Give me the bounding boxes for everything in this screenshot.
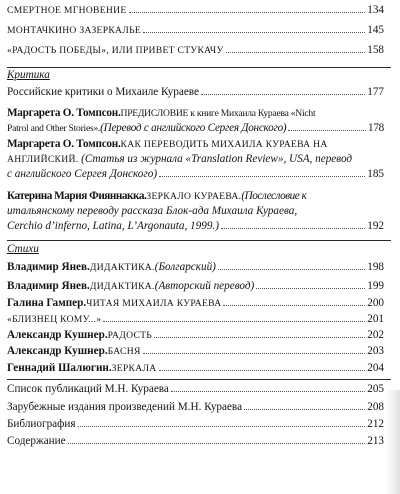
page-number: 134: [367, 4, 384, 16]
dot-leader: [159, 175, 365, 177]
dot-leader: [143, 31, 365, 33]
entry-author: Владимир Янев.: [7, 261, 90, 273]
toc-entry-continuation: [7, 122, 384, 135]
entry-note: (Болгарский): [154, 261, 216, 273]
dot-leader: [159, 369, 366, 371]
dot-leader: [103, 320, 365, 322]
entry-note: итальянскому переводу рассказа Блок-ада Михаила Кураева,: [7, 205, 298, 217]
dot-leader: [223, 304, 365, 306]
entry-author: Владимир Янев.: [7, 280, 90, 292]
toc-entry: [7, 44, 384, 57]
entry-title: ЗЕРКАЛО КУРАЕВА.: [146, 191, 242, 202]
page-number: 205: [367, 383, 384, 395]
entry-author: Катерина Мария Фияннакка.: [7, 190, 147, 202]
toc-entry: [7, 345, 384, 358]
toc-entry: [7, 138, 384, 151]
entry-author: Александр Кушнер.: [7, 329, 108, 341]
toc-entry: [7, 24, 384, 37]
entry-title: Содержание: [7, 435, 66, 447]
page-number: 198: [367, 261, 384, 273]
entry-author: Маргарета О. Томпсон.: [7, 107, 121, 119]
toc-entry: [7, 190, 384, 203]
dot-leader: [201, 93, 365, 95]
toc-entry: [7, 383, 384, 396]
toc-entry-continuation: [7, 205, 384, 218]
entry-title: Зарубежные издания произведений М.Н. Кураева: [7, 401, 243, 413]
entry-title: БАСНЯ: [107, 346, 141, 357]
toc-page: [7, 0, 391, 494]
entry-title: КАК ПЕРЕВОДИТЬ МИХАИЛА КУРАЕВА НА: [120, 139, 328, 150]
entry-title-cont: Patrol and Other Stories».: [7, 123, 101, 134]
dot-leader: [129, 11, 366, 13]
entry-title: Российские критики о Михаиле Кураеве: [7, 86, 199, 98]
entry-title: МОНТАЧКИНО ЗАЗЕРКАЛЬЕ: [7, 25, 142, 36]
dot-leader: [143, 352, 366, 354]
entry-title: «РАДОСТЬ ПОБЕДЫ», ИЛИ ПРИВЕТ СТУКАЧУ: [7, 45, 224, 56]
toc-entry: [7, 401, 384, 414]
entry-note: (Послесловие к: [241, 190, 307, 202]
entry-title: ДИДАКТИКА.: [89, 281, 155, 292]
entry-title: СМЕРТНОЕ МГНОВЕНИЕ: [7, 5, 127, 16]
toc-entry: [7, 280, 384, 293]
section-divider: [7, 240, 391, 241]
toc-entry: [7, 418, 384, 431]
dot-leader: [256, 287, 365, 289]
toc-entry: [7, 435, 384, 448]
entry-note: Cerchio d’inferno, Latina, L’Argonauta, 1999.): [7, 220, 219, 232]
page-number: 202: [367, 329, 384, 341]
toc-entry: [7, 261, 384, 274]
dot-leader: [244, 408, 365, 410]
dot-leader: [171, 390, 365, 392]
toc-entry-continuation: [7, 153, 384, 166]
page-number: 178: [367, 122, 384, 134]
dot-leader: [218, 268, 365, 270]
entry-title: ЧИТАЯ МИХАИЛА КУРАЕВА: [86, 298, 222, 309]
toc-entry-continuation: [7, 168, 384, 181]
page-number: 199: [367, 280, 384, 292]
page-number: 192: [367, 220, 384, 232]
entry-title: Библиография: [7, 418, 76, 430]
entry-title: РАДОСТЬ: [107, 330, 153, 341]
entry-author: Галина Гампер.: [7, 297, 87, 309]
toc-entry: [7, 329, 384, 342]
dot-leader: [78, 425, 366, 427]
entry-author: Маргарета О. Томпсон.: [7, 138, 121, 150]
dot-leader: [221, 227, 365, 229]
dot-leader: [68, 442, 366, 444]
dot-leader: [154, 336, 365, 338]
page-number: 145: [367, 24, 384, 36]
entry-note: (Перевод с английского Сергея Донского): [100, 122, 287, 134]
toc-entry: [7, 362, 384, 375]
page-number: 201: [367, 313, 384, 325]
toc-entry: [7, 4, 384, 17]
page-number: 204: [367, 362, 384, 374]
page-number: 177: [367, 86, 384, 98]
toc-entry-continuation: [7, 220, 384, 233]
toc-entry: [7, 297, 384, 310]
toc-entry: [7, 86, 384, 99]
page-number: 158: [367, 44, 384, 56]
entry-title: ПРЕДИСЛОВИЕ к книге Михаила Кураева «Nicht: [120, 108, 316, 119]
page-number: 185: [367, 168, 384, 180]
entry-title-cont: АНГЛИЙСКИЙ.: [7, 154, 82, 165]
section-divider: [7, 67, 391, 68]
page-number: 203: [367, 345, 384, 357]
entry-note: (Статья из журнала «Translation Review», USA, перевод: [81, 153, 353, 165]
entry-title: Список публикаций М.Н. Кураева: [7, 383, 169, 395]
page-number: 200: [367, 297, 384, 309]
entry-title: ЗЕРКАЛА: [111, 363, 157, 374]
toc-entry: [7, 107, 384, 120]
dot-leader: [226, 51, 366, 53]
entry-author: Александр Кушнер.: [7, 345, 108, 357]
page-number: 212: [367, 418, 384, 430]
page-number: 213: [367, 435, 384, 447]
entry-title: «БЛИЗНЕЦ КОМУ...»: [7, 314, 102, 325]
entry-author: Геннадий Шалюгин.: [7, 362, 112, 374]
dot-leader: [288, 129, 366, 131]
section-divider: [7, 379, 391, 380]
entry-note: с английского Сергея Донского): [7, 168, 158, 180]
page-number: 208: [367, 401, 384, 413]
section-heading-critique: Критика: [7, 69, 50, 81]
entry-note: (Авторский перевод): [154, 280, 255, 292]
section-heading-poems: Стихи: [7, 243, 39, 255]
toc-entry: [7, 313, 384, 326]
entry-title: ДИДАКТИКА.: [89, 262, 155, 273]
page-edge-shadow: [386, 390, 400, 494]
